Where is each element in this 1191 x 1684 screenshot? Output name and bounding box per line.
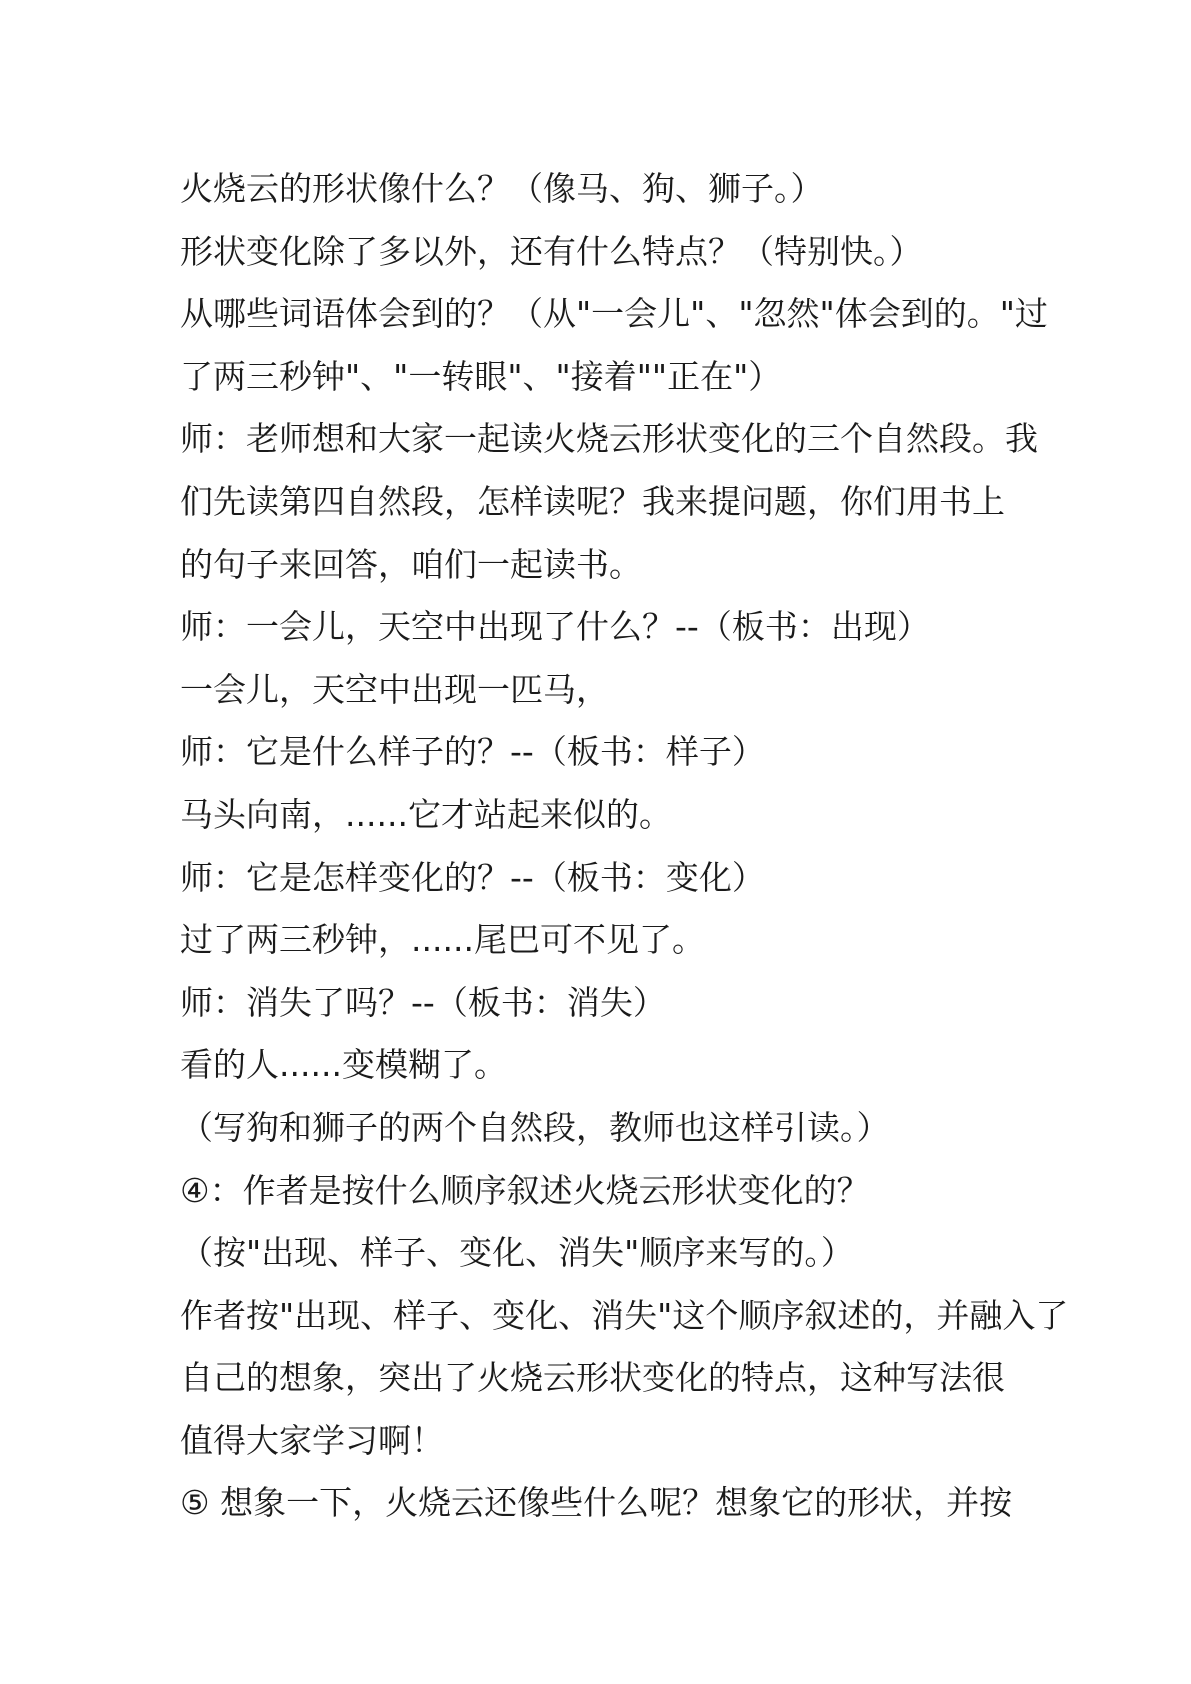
text-line: 们先读第四自然段，怎样读呢？我来提问题，你们用书上 (180, 481, 1005, 521)
text-line: （写狗和狮子的两个自然段，教师也这样引读。） (180, 1107, 890, 1147)
text-line: 马头向南，......它才站起来似的。 (180, 794, 672, 834)
text-line: 师：它是什么样子的？--（板书：样子） (180, 732, 765, 772)
text-line: 师：消失了吗？--（板书：消失） (180, 982, 666, 1022)
text-line: 值得大家学习啊！ (180, 1420, 444, 1460)
text-line: ④：作者是按什么顺序叙述火烧云形状变化的？ (180, 1170, 870, 1210)
text-line: 看的人......变模糊了。 (180, 1045, 507, 1085)
text-line: ⑤ 想象一下，火烧云还像些什么呢？想象它的形状，并按 (180, 1483, 1013, 1523)
text-line: 形状变化除了多以外，还有什么特点？（特别快。） (180, 231, 923, 271)
text-line: 过了两三秒钟，......尾巴可不见了。 (180, 920, 705, 960)
text-line: 师：一会儿，天空中出现了什么？--（板书：出现） (180, 607, 930, 647)
text-line: 一会儿，天空中出现一匹马， (180, 669, 609, 709)
text-line: 师：老师想和大家一起读火烧云形状变化的三个自然段。我 (180, 419, 1038, 459)
text-line: （按"出现、样子、变化、消失"顺序来写的。） (180, 1233, 854, 1273)
text-line: 作者按"出现、样子、变化、消失"这个顺序叙述的，并融入了 (180, 1295, 1069, 1335)
text-line: 了两三秒钟"、"一转眼"、"接着""正在"） (180, 356, 782, 396)
text-line: 火烧云的形状像什么？（像马、狗、狮子。） (180, 169, 824, 208)
text-line: 从哪些词语体会到的？（从"一会儿"、"忽然"体会到的。"过 (180, 294, 1048, 334)
text-line: 师：它是怎样变化的？--（板书：变化） (180, 857, 765, 897)
text-line: 自己的想象，突出了火烧云形状变化的特点，这种写法很 (180, 1358, 1005, 1398)
text-line: 的句子来回答，咱们一起读书。 (180, 544, 642, 584)
document-body (180, 158, 1069, 1535)
